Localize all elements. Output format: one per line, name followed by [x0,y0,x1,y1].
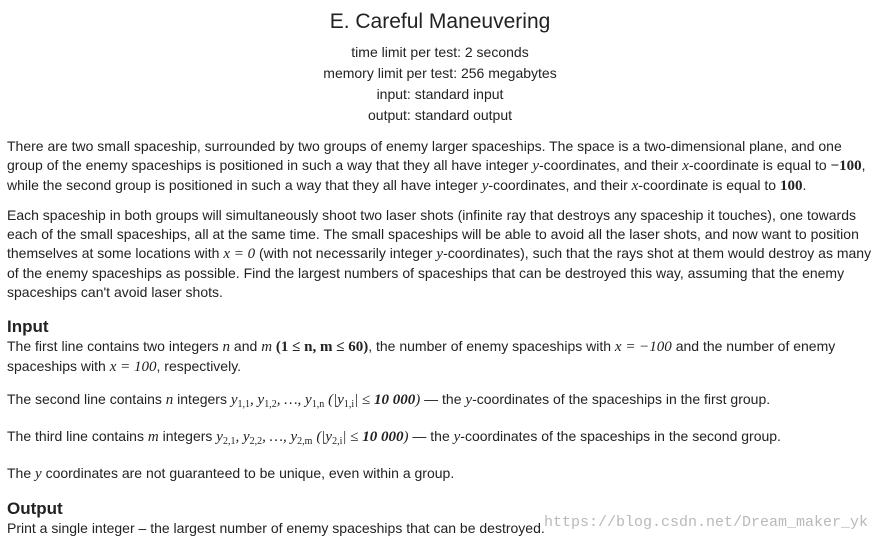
text-span: . [802,177,807,193]
math-x: x [631,178,639,194]
math-y: y [481,178,489,194]
math-y: y [436,246,444,262]
math-y: y [453,429,461,445]
math-m: m [147,429,159,445]
text-span: integers [158,428,217,444]
text-span: The first line contains two integers [7,338,223,354]
text-span: — the [420,391,466,407]
math-sequence-2: $y_{2,1}$, $y_{2,2}$, …, $y_{2,m}$ [216,429,313,447]
text-span: -coordinates of the spaceships in the first group. [472,391,771,407]
text-span: , respectively. [156,358,242,374]
math-x: x [682,158,689,174]
text-span: — the [408,428,454,444]
text-span: The second line contains [7,391,166,407]
output-heading: Output [7,499,63,518]
input-line-4 [7,464,873,484]
text-span: -coordinate is equal to [688,157,831,173]
text-span: -coordinates, and their [539,157,683,173]
math-constraint: (1 ≤ n, m ≤ 60) [275,339,369,355]
text-span: The third line contains [7,428,148,444]
statement-paragraph-1 [7,137,873,196]
input-line-1 [7,337,873,377]
math-y: y [35,466,42,482]
text-span: , the number of enemy spaceships with [368,338,615,354]
text-span: There are two small spaceship, surrounded by two groups of enemy larger spaceships. The space is a two-dimensional plane, and one group of the enemy spaceships is positioned in such a way that they all have integer [7,138,842,173]
math-n: n [165,392,174,408]
text-span: (with not necessarily integer [255,245,437,261]
math-sequence-1: $y_{1,1}$, $y_{1,2}$, …, $y_{1,n}$ [230,392,325,410]
text-span: Each spaceship in both groups will simultaneously shoot two laser shots (infinite ray that destroys any spaceship it touches), one towards each of the small spaceships, all at the same time. The small spaceships will be able to avoid all the laser shots, and now want to position themselves at some locations with [7,207,859,261]
math-m: m [261,339,273,355]
statement-paragraph-2 [7,206,873,302]
math-y: y [532,158,539,174]
input-line-2 [7,390,873,414]
output-text: Print a single integer – the largest number of enemy spaceships that can be destroyed. [7,520,545,536]
math-x-neg-100: x = −100 [614,339,672,355]
text-span: coordinates are not guaranteed to be unique, even within a group. [41,465,455,481]
math-neg-100: −100 [830,158,862,174]
watermark-text: https://blog.csdn.net/Dream_maker_yk [543,514,868,531]
text-span: -coordinates of the spaceships in the second group. [460,428,781,444]
text-span: -coordinate is equal to [638,177,780,193]
input-heading: Input [7,317,49,336]
math-bound-2: ($|y_{2,i}| \le 10$ 000) [316,429,409,447]
input-file: input: standard input [376,86,504,102]
math-y: y [465,392,473,408]
time-limit: time limit per test: 2 seconds [351,44,529,60]
math-x-equals-0: x = 0 [223,246,256,262]
text-span: integers [173,391,231,407]
math-bound-1: ($|y_{1,i}| \le 10$ 000) [328,392,421,410]
text-span: -coordinates, and their [488,177,632,193]
input-line-3 [7,427,873,451]
text-span: , while the second group is positioned in such a way that they all have integer [7,157,866,193]
output-file: output: standard output [368,107,512,123]
text-span: -coordinates), such that the rays shot at them would destroy as many of the enemy spaceships as possible. Find the largest numbers of spaceships that can be destroyed this way, assuming that the enemy spaceships can't avoid laser shots. [7,245,872,300]
memory-limit: memory limit per test: 256 megabytes [323,65,557,81]
problem-header [7,9,873,126]
text-span: and [230,338,262,354]
text-span: The [7,465,36,481]
math-x-100: x = 100 [109,359,157,375]
problem-title: E. Careful Maneuvering [329,10,551,33]
math-n: n [222,339,231,355]
text-span: and the number of enemy spaceships with [7,338,836,374]
math-100: 100 [779,178,803,194]
